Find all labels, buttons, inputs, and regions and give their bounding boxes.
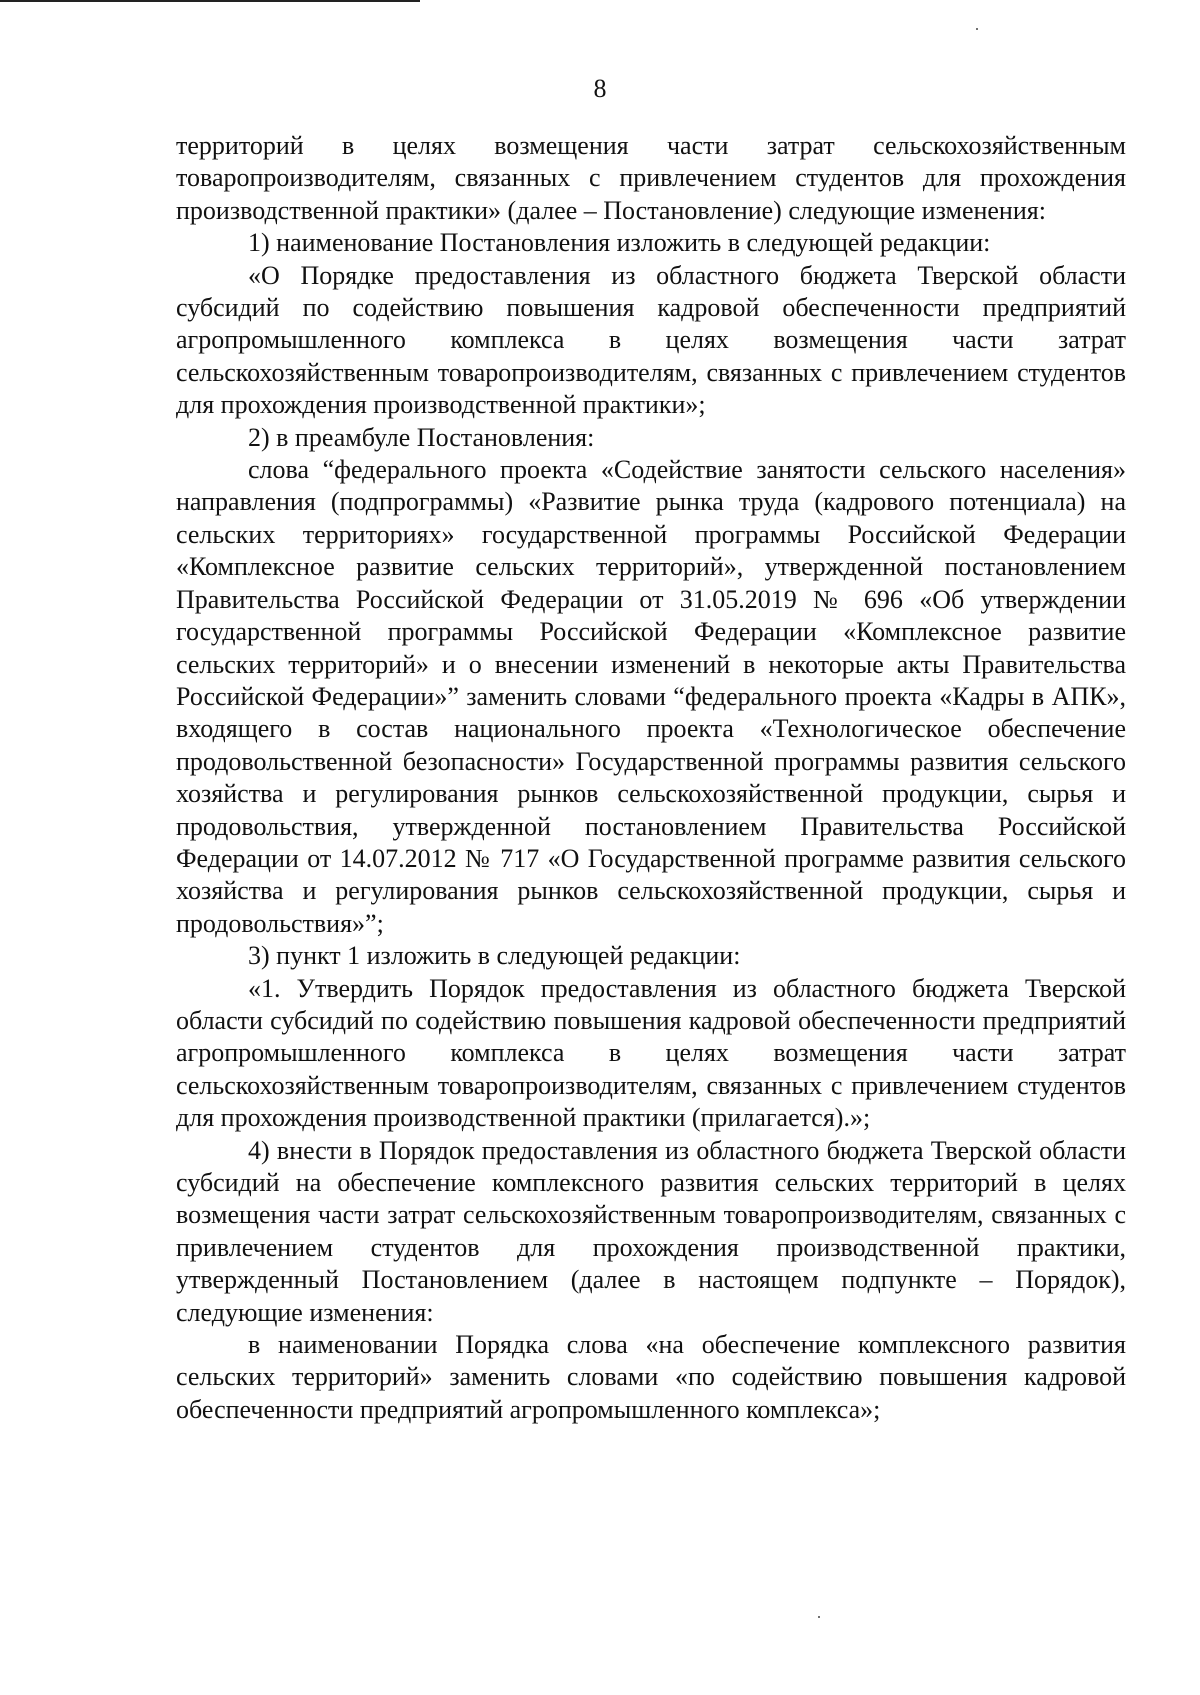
item-3-heading: 3) пункт 1 изложить в следующей редакции:	[248, 941, 741, 971]
scan-speck	[818, 1616, 820, 1618]
item-4-title-change: в наименовании Порядка слова «на обеспечение комплексного развития сельских территорий» заменить словами «по содействию повышения кадровой обеспеченности предприятий агропромышленного комплекса»;	[176, 1330, 1126, 1424]
continuation-paragraph: территорий в целях возмещения части затрат сельскохозяйственным товаропроизводителям, связанных с привлечением студентов для прохождения производственной практики» (далее – Постановление) следующие изменения:	[176, 131, 1126, 225]
item-2-text: слова “федерального проекта «Содействие занятости сельского населения» направления (подпрограммы) «Развитие рынка труда (кадрового потенциала) на сельских территориях» государственной программы Российской Федерации «Комплексное развитие сельских территорий», утвержденной постановлением Правительства Российской Федерации от 31.05.2019 № 696 «Об утверждении государственной программы Российской Федерации «Комплексное развитие сельских территорий» и о внесении изменений в некоторые акты Правительства Российской Федерации»” заменить словами “федерального проекта «Кадры в АПК», входящего в состав национального проекта «Технологическое обеспечение продовольственной безопасности» Государственной программы развития сельского хозяйства и регулирования рынков сельскохозяйственной продукции, сырья и продовольствия, утвержденной постановлением Правительства Российской Федерации от 14.07.2012 № 717 «О Государственной программе развития сельского хозяйства и регулирования рынков сельскохозяйственной продукции, сырья и продовольствия»”;	[176, 455, 1126, 938]
scan-speck	[976, 28, 978, 30]
item-3-text: «1. Утвердить Порядок предоставления из областного бюджета Тверской области субсидий по содействию повышения кадровой обеспеченности предприятий агропромышленного комплекса в целях возмещения части затрат сельскохозяйственным товаропроизводителям, связанных с привлечением студентов для прохождения производственной практики (прилагается).»;	[176, 973, 1126, 1133]
scan-top-edge-line	[0, 0, 420, 2]
item-2-heading: 2) в преамбуле Постановления:	[248, 422, 595, 452]
item-1-heading: 1) наименование Постановления изложить в следующей редакции:	[248, 228, 991, 258]
item-1-new-title: «О Порядке предоставления из областного бюджета Тверской области субсидий по содействию повышения кадровой обеспеченности предприятий агропромышленного комплекса в целях возмещения части затрат сельскохозяйственным товаропроизводителям, связанных с привлечением студентов для прохождения производственной практики»;	[176, 260, 1126, 420]
item-4-text: 4) внести в Порядок предоставления из областного бюджета Тверской области субсидий на обеспечение комплексного развития сельских территорий в целях возмещения части затрат сельскохозяйственным товаропроизводителям, связанных с привлечением студентов для прохождения производственной практики, утвержденный Постановлением (далее в настоящем подпункте – Порядок), следующие изменения:	[176, 1135, 1126, 1327]
page-number: 8	[593, 74, 607, 103]
document-body	[176, 130, 1126, 1426]
